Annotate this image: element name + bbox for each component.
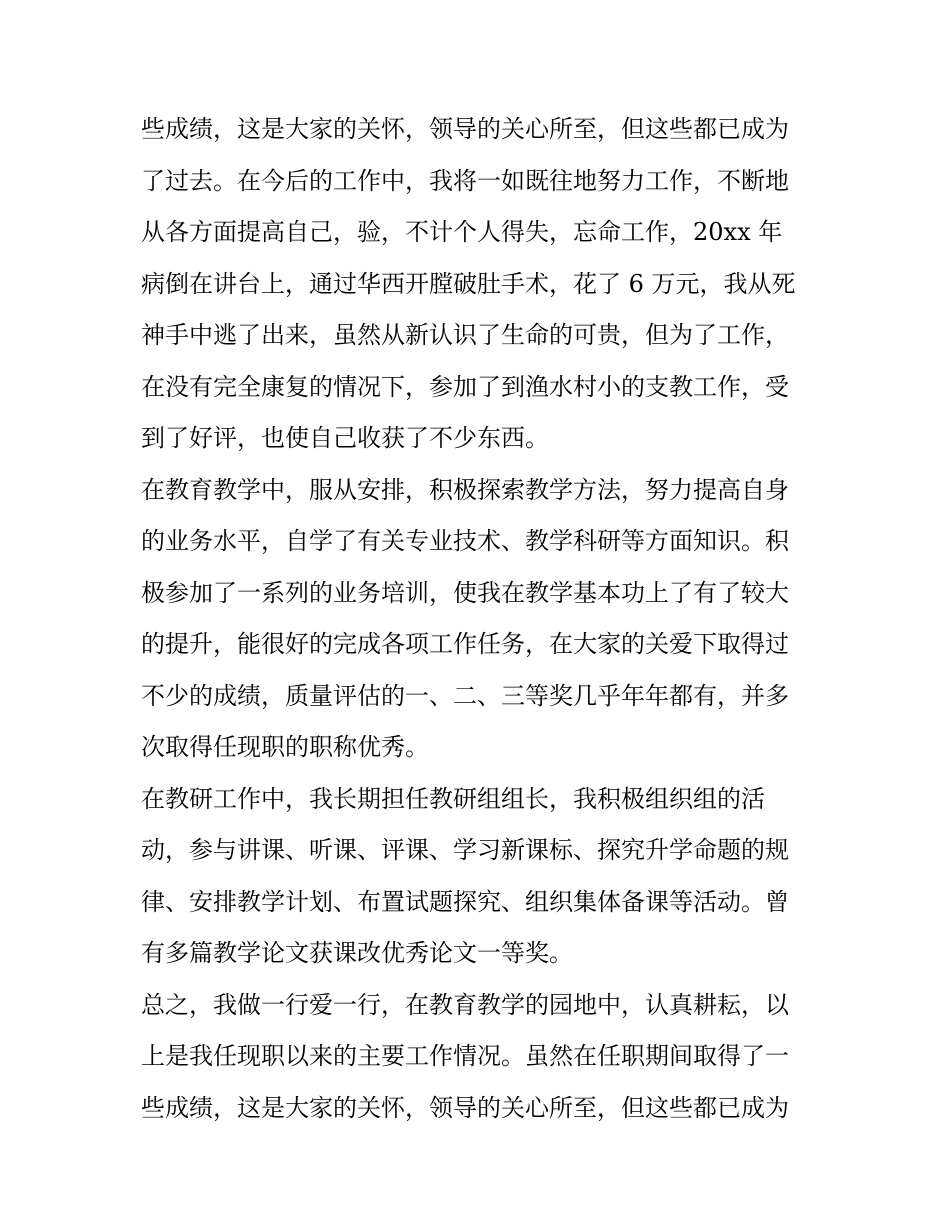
text-line: 极参加了一系列的业务培训，使我在教学基本功上了有了较大 [141,578,789,607]
text-line: 了过去。在今后的工作中，我将一如既往地努力工作，不断地 [141,166,789,195]
text-line: 上是我任现职以来的主要工作情况。虽然在任职期间取得了一 [141,1042,789,1070]
text-line: 的提升，能很好的完成各项工作任务，在大家的关爱下取得过 [141,630,789,658]
text-line: 不少的成绩，质量评估的一、二、三等奖几乎年年都有，并多 [141,681,789,710]
text-line: 有多篇教学论文获课改优秀论文一等奖。 [141,939,573,967]
text-line: 动，参与讲课、听课、评课、学习新课标、探究升学命题的规 [141,836,789,864]
text-line: 些成绩，这是大家的关怀，领导的关心所至，但这些都已成为 [141,115,789,143]
text-line: 神手中逃了出来，虽然从新认识了生命的可贵，但为了工作， [141,321,789,349]
text-line: 在教研工作中，我长期担任教研组组长，我积极组织组的活 [141,784,765,813]
text-line: 从各方面提高自己，验，不计个人得失，忘命工作，20xx 年 [141,218,783,246]
text-line: 在教育教学中，服从安排，积极探索教学方法，努力提高自身 [141,475,789,504]
text-line: 次取得任现职的职称优秀。 [141,733,429,761]
text-line: 在没有完全康复的情况下，参加了到渔水村小的支教工作，受 [141,372,789,401]
text-line: 病倒在讲台上，通过华西开膛破肚手术，花了 6 万元，我从死 [141,269,796,298]
text-line: 的业务水平，自学了有关专业技术、教学科研等方面知识。积 [141,527,789,555]
text-line: 总之，我做一行爱一行，在教育教学的园地中，认真耕耘，以 [141,990,789,1019]
text-line: 些成绩，这是大家的关怀，领导的关心所至，但这些都已成为 [141,1093,789,1122]
text-line: 律、安排教学计划、布置试题探究、组织集体备课等活动。曾 [141,887,789,916]
document-body [141,104,831,1134]
text-line: 到了好评，也使自己收获了不少东西。 [141,424,549,452]
